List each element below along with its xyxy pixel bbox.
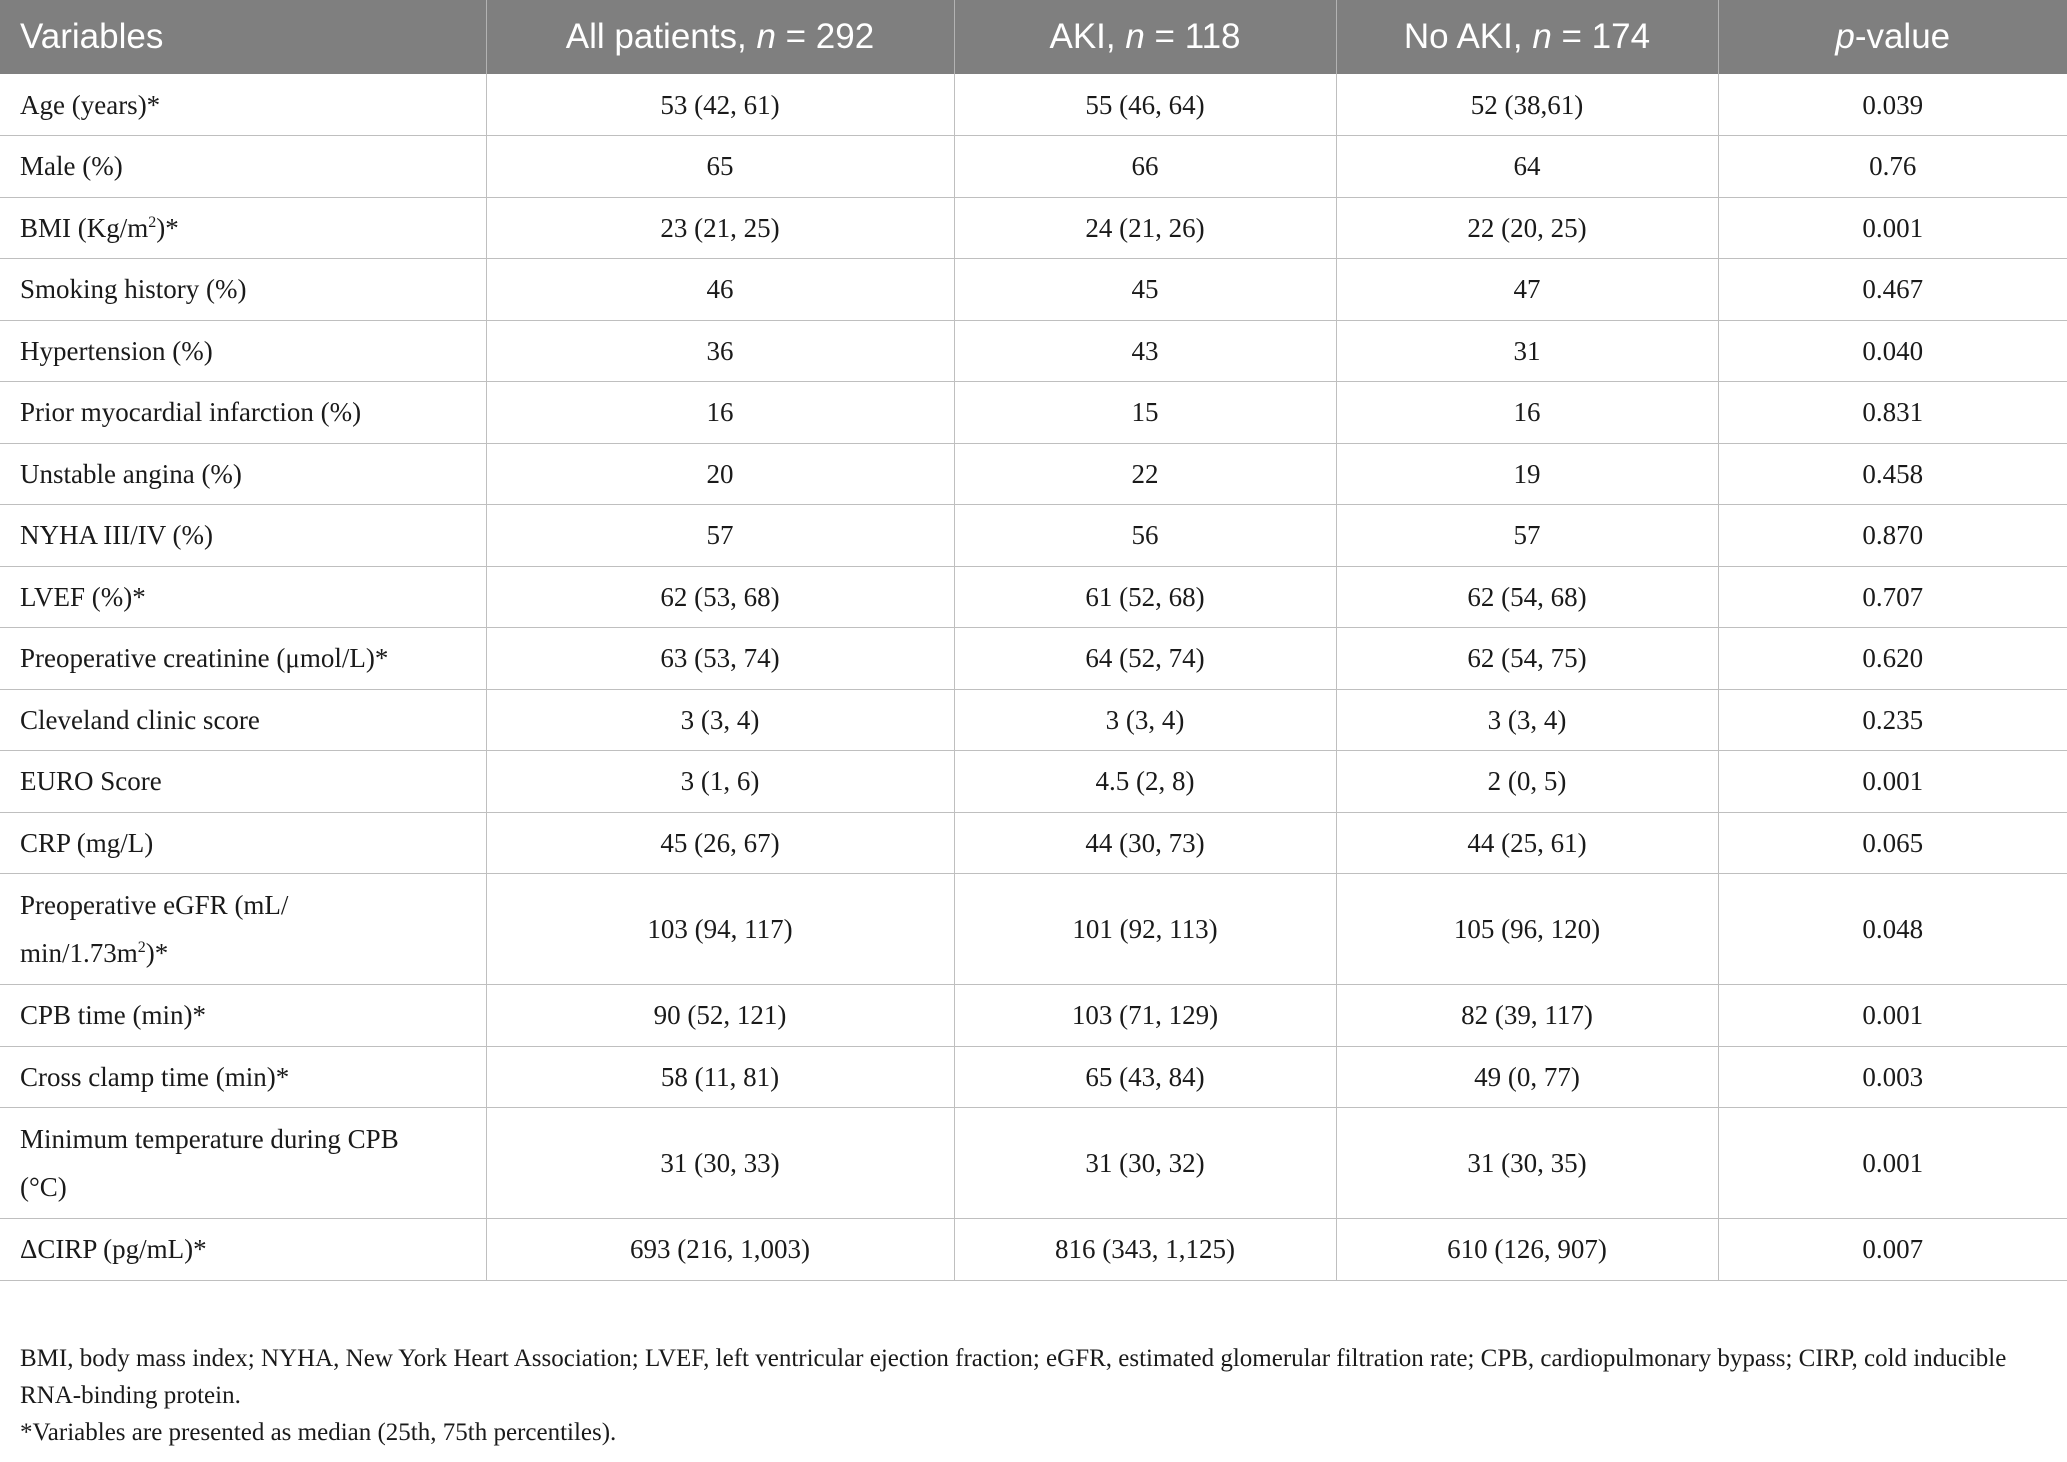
row-label: BMI $(Kg/m^2)*$ [0,197,486,259]
cell-no-aki: 31 [1336,320,1718,382]
cell-no-aki: 82 (39, 117) [1336,985,1718,1047]
cell-aki: 64 (52, 74) [954,628,1336,690]
cell-aki: 56 [954,505,1336,567]
row-label: Preoperative eGFR (mL/ $\min/1.73m^2)*$ [0,874,486,985]
table-row [0,320,2067,382]
cell-aki: 103 (71, 129) [954,985,1336,1047]
table-row [0,689,2067,751]
cell-all: 16 [486,382,954,444]
cell-p-value: 0.003 [1718,1046,2067,1108]
table-row [0,628,2067,690]
cell-all: 62 (53, 68) [486,566,954,628]
table-row [0,505,2067,567]
row-label: ΔCIRP (pg/mL)* [0,1219,486,1281]
cell-no-aki: 31 (30, 35) [1336,1108,1718,1219]
row-label: Minimum temperature during CPB (°C) [0,1108,486,1219]
table-row [0,136,2067,198]
asterisk-footnote: *Variables are presented as median (25th, 75th percentiles). [20,1419,617,1446]
table-row [0,566,2067,628]
table-row [0,874,2067,985]
table-row [0,751,2067,813]
table-row [0,1108,2067,1219]
cell-no-aki: 64 [1336,136,1718,198]
header-row [0,0,2067,74]
table-row [0,259,2067,321]
cell-no-aki: 16 [1336,382,1718,444]
cell-p-value: 0.76 [1718,136,2067,198]
row-label: NYHA III/IV (%) [0,505,486,567]
table-row [0,1046,2067,1108]
cell-no-aki: 57 [1336,505,1718,567]
cell-all: 36 [486,320,954,382]
cell-no-aki: 47 [1336,259,1718,321]
cell-p-value: 0.048 [1718,874,2067,985]
cell-all: 63 (53, 74) [486,628,954,690]
cell-aki: 31 (30, 32) [954,1108,1336,1219]
cell-no-aki: 19 [1336,443,1718,505]
cell-p-value: 0.707 [1718,566,2067,628]
cell-no-aki: 44 (25, 61) [1336,812,1718,874]
table-row [0,443,2067,505]
row-label: Preoperative creatinine (μmol/L)* [0,628,486,690]
table-row [0,382,2067,444]
cell-p-value: 0.467 [1718,259,2067,321]
cell-aki: 3 (3, 4) [954,689,1336,751]
cell-p-value: 0.065 [1718,812,2067,874]
cell-aki: 65 (43, 84) [954,1046,1336,1108]
table-header [0,0,2067,74]
cell-p-value: 0.458 [1718,443,2067,505]
cell-no-aki: 2 (0, 5) [1336,751,1718,813]
cell-no-aki: 49 (0, 77) [1336,1046,1718,1108]
cell-aki: 15 [954,382,1336,444]
cell-all: 46 [486,259,954,321]
cell-no-aki: 52 (38,61) [1336,74,1718,136]
cell-no-aki: 3 (3, 4) [1336,689,1718,751]
cell-all: 45 (26, 67) [486,812,954,874]
cell-all: 90 (52, 121) [486,985,954,1047]
cell-aki: 4.5 (2, 8) [954,751,1336,813]
row-label: Age (years)* [0,74,486,136]
cell-all: 58 (11, 81) [486,1046,954,1108]
table-row [0,812,2067,874]
abbreviations-footnote: BMI, body mass index; NYHA, New York Heart Association; LVEF, left ventricular ejection fraction; eGFR, estimated glomerular filtration rate; CPB, cardiopulmonary bypass; CIRP, cold inducible RNA-binding protein. [20,1345,2007,1409]
cell-all: 53 (42, 61) [486,74,954,136]
cell-no-aki: 610 (126, 907) [1336,1219,1718,1281]
cell-aki: 22 [954,443,1336,505]
cell-aki: 24 (21, 26) [954,197,1336,259]
cell-aki: 55 (46, 64) [954,74,1336,136]
cell-p-value: 0.831 [1718,382,2067,444]
table-footnotes [20,1340,2040,1451]
cell-all: 20 [486,443,954,505]
row-label: Prior myocardial infarction (%) [0,382,486,444]
cell-p-value: 0.235 [1718,689,2067,751]
cell-p-value: 0.870 [1718,505,2067,567]
row-label: CRP (mg/L) [0,812,486,874]
row-label: Hypertension (%) [0,320,486,382]
cell-aki: 45 [954,259,1336,321]
cell-p-value: 0.007 [1718,1219,2067,1281]
table-row [0,1219,2067,1281]
row-label: LVEF (%)* [0,566,486,628]
table-row [0,74,2067,136]
cell-aki: 101 (92, 113) [954,874,1336,985]
cell-p-value: 0.001 [1718,1108,2067,1219]
cell-all: 3 (3, 4) [486,689,954,751]
cell-p-value: 0.001 [1718,751,2067,813]
cell-aki: 43 [954,320,1336,382]
header-variables: Variables [20,17,164,56]
table-row [0,985,2067,1047]
row-label: Smoking history (%) [0,259,486,321]
cell-all: 23 (21, 25) [486,197,954,259]
row-label: Male (%) [0,136,486,198]
cell-no-aki: 22 (20, 25) [1336,197,1718,259]
row-label: EURO Score [0,751,486,813]
table-body [0,74,2067,1280]
cell-no-aki: 62 (54, 68) [1336,566,1718,628]
row-label: Cleveland clinic score [0,689,486,751]
cell-p-value: 0.039 [1718,74,2067,136]
cell-p-value: 0.040 [1718,320,2067,382]
cell-all: 31 (30, 33) [486,1108,954,1219]
cell-p-value: 0.620 [1718,628,2067,690]
row-label: Cross clamp time (min)* [0,1046,486,1108]
row-label: CPB time (min)* [0,985,486,1047]
cell-p-value: 0.001 [1718,985,2067,1047]
cell-all: 693 (216, 1,003) [486,1219,954,1281]
cell-aki: 44 (30, 73) [954,812,1336,874]
table-row [0,197,2067,259]
cell-aki: 66 [954,136,1336,198]
cell-no-aki: 105 (96, 120) [1336,874,1718,985]
header-p-value: p-value [1718,0,2067,74]
header-no-aki: No AKI, n = 174 [1336,0,1718,74]
row-label: Unstable angina (%) [0,443,486,505]
cell-all: 65 [486,136,954,198]
header-all-patients: All patients, n = 292 [486,0,954,74]
cell-all: 3 (1, 6) [486,751,954,813]
cell-all: 57 [486,505,954,567]
cell-aki: 61 (52, 68) [954,566,1336,628]
cell-p-value: 0.001 [1718,197,2067,259]
header-aki: AKI, n = 118 [954,0,1336,74]
cell-all: 103 (94, 117) [486,874,954,985]
cell-aki: 816 (343, 1,125) [954,1219,1336,1281]
cell-no-aki: 62 (54, 75) [1336,628,1718,690]
